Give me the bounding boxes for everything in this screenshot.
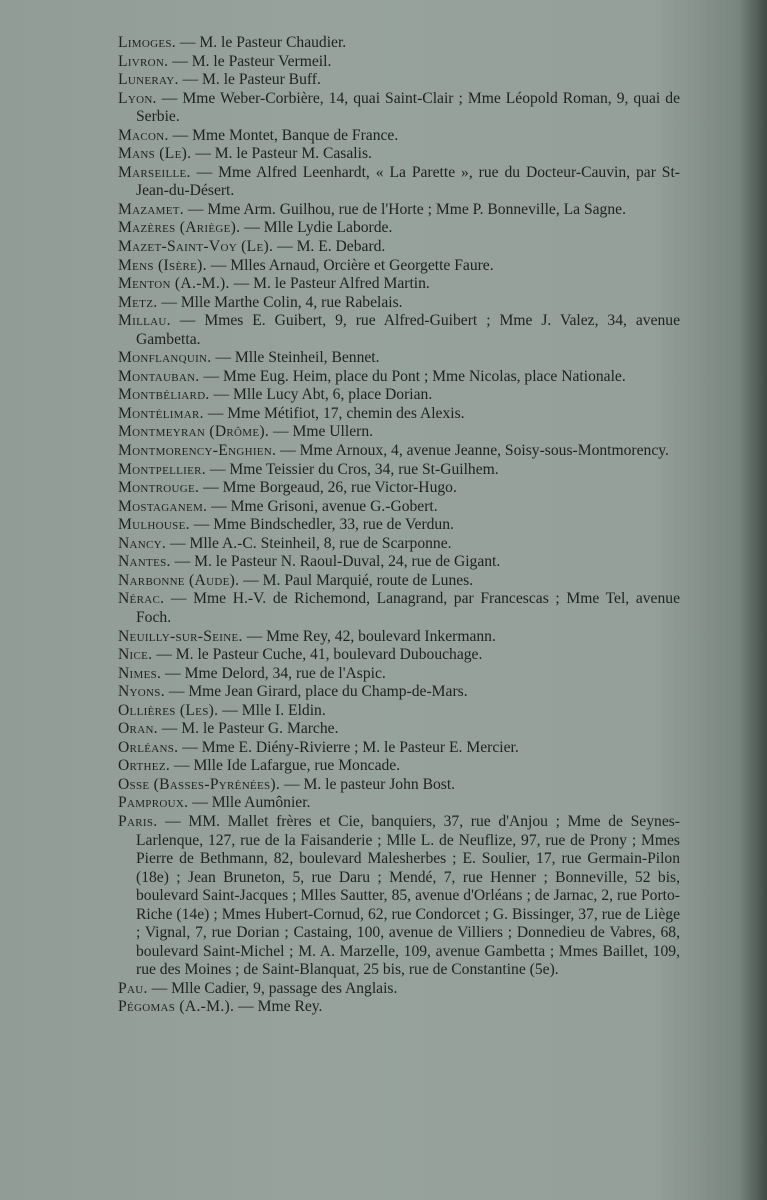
entry-city: Nyons. [118,683,165,701]
directory-entry [118,368,680,387]
entry-text: Mme E. Diény-Rivierre ; M. le Pasteur E. Mercier. [201,738,519,756]
entry-separator [243,628,266,645]
entry-separator [190,516,213,533]
entry-city: Montpellier. [118,460,206,478]
entry-separator [239,572,262,589]
entry-separator [179,71,202,88]
entry-text: Mlle Lucy Abt, 6, place Dorian. [233,386,433,404]
entry-city: Mens (Isère). [118,256,207,274]
entry-city: Montbéliard. [118,386,210,404]
entry-separator [176,34,199,51]
entry-text: M. le Pasteur Vermeil. [191,52,332,70]
entry-text: Mme Ullern. [292,423,374,441]
directory-entry [118,461,680,480]
entry-city: Nantes. [118,553,171,571]
entry-text: Mlle Ide Lafargue, rue Moncade. [193,757,401,775]
entry-separator [273,238,296,255]
entry-text: Mlle Cadier, 9, passage des Anglais. [171,979,398,997]
entry-separator [276,442,299,459]
entry-text: MM. Mallet frères et Cie, banquiers, 37, rue d'Anjou ; Mme de Seynes-Larlenque, 127, rue de la Faisanderie ; Mlle L. de Neuflize, 97, rue de Prony ; Mmes Pierre de Bethmann, 82, boulevard Malesherbes ; E. Soulier, 17, rue Germain-Pilon (18e) ; Jean Bruneton, 5, rue Daru ; Mendé, 7, rue Henner ; Bonneville, 52 bis, boulevard Saint-Jacques ; Mlles Sautter, 85, avenue d'Orléans ; de Jarnac, 2, rue Porto-Riche (14e) ; Mmes Hubert-Cornud, 62, rue Condorcet ; G. Bissinger, 37, rue de Liège ; Vignal, 7, rue Dorian ; Castaing, 100, avenue de Villiers ; Donnedieu de Vabres, 68, boulevard Saint-Michel ; M. A. Marzelle, 109, avenue Gambetta ; Mmes Baillet, 109, rue des Moines ; de Saint-Blanquat, 25 bis, rue de Constantine (5e). [136,812,681,979]
entry-city: Montmeyran (Drôme). [118,423,270,441]
entry-separator [152,646,175,663]
entry-text: M. le Pasteur M. Casalis. [214,145,372,163]
entry-city: Osse (Basses-Pyrénées). [118,775,281,793]
entry-separator [211,349,234,366]
entry-text: Mlle Marthe Colin, 4, rue Rabelais. [180,293,403,311]
entry-city: Pamproux. [118,794,189,812]
directory-entry [118,257,680,276]
entry-city: Ollières (Les). [118,701,219,719]
entry-city: Mans (Le). [118,145,192,163]
entry-city: Mostaganem. [118,497,208,515]
entry-city: Mazamet. [118,200,184,218]
entry-separator [218,702,241,719]
entry-separator [206,461,229,478]
entry-separator [171,553,194,570]
entry-city: Macon. [118,126,169,144]
entry-text: Mme Rey, 42, boulevard Inkermann. [266,627,496,645]
directory-entry [118,53,680,72]
entry-city: Limoges. [118,34,176,51]
entry-city: Pau. [118,979,148,997]
entry-text: Mme Borgeaud, 26, rue Victor-Hugo. [222,479,457,497]
entry-text: Mlle Aumônier. [211,794,311,812]
entry-city: Nimes. [118,664,162,682]
directory-entry [118,90,680,127]
entry-city: Mazet-Saint-Voy (Le). [118,238,274,256]
entry-city: Nérac. [118,590,165,608]
directory-entry [118,628,680,647]
entry-text: Mme Teissier du Cros, 34, rue St-Guilhem. [229,460,499,478]
entry-city: Montélimar. [118,404,204,422]
entry-city: Monflanquin. [118,349,212,367]
entry-city: Lyon. [118,89,157,107]
entry-text: Mlle I. Eldin. [241,701,326,719]
entry-text: Mme Weber-Corbière, 14, quai Saint-Clair ; Mme Léopold Roman, 9, quai de Serbie. [136,89,680,126]
entry-text: Mlle A.-C. Steinheil, 8, rue de Scarponne. [189,534,452,552]
directory-entry [118,646,680,665]
directory-entry [118,498,680,517]
entry-separator [269,423,292,440]
directory-entry [118,34,680,53]
entry-separator [169,127,192,144]
directory-entry [118,553,680,572]
entry-text: M. Paul Marquié, route de Lunes. [262,571,474,589]
entry-city: Nice. [118,646,153,664]
directory-entry [118,665,680,684]
entry-city: Montmorency-Enghien. [118,442,277,460]
directory-entry [118,776,680,795]
directory-entry [118,386,680,405]
entry-city: Marseille. [118,163,191,181]
entry-city: Mulhouse. [118,516,190,534]
entry-text: Mlles Arnaud, Orcière et Georgette Faure. [230,256,494,274]
entry-city: Metz. [118,293,158,311]
entry-separator [199,479,222,496]
entry-city: Montauban. [118,367,200,385]
entry-separator [161,665,184,682]
directory-entry [118,294,680,313]
entry-separator [207,257,230,274]
directory-entry [118,794,680,813]
entry-text: M. le Pasteur G. Marche. [181,720,339,738]
directory-entry [118,535,680,554]
entry-city: Menton (A.-M.). [118,275,230,293]
entry-text: Mme Alfred Leenhardt, « La Parette », rue du Docteur-Cauvin, par St-Jean-du-Désert. [136,163,680,200]
entry-text: Mmes E. Guibert, 9, rue Alfred-Guibert ; Mme J. Valez, 34, avenue Gambetta. [136,312,681,348]
directory-entry [118,516,680,535]
entry-separator [234,998,257,1015]
directory-entry [118,442,680,461]
entry-city: Mazères (Ariège). [118,219,241,237]
directory-entry [118,572,680,591]
directory-entry [118,479,680,498]
entry-text: Mme Grisoni, avenue G.-Gobert. [230,497,438,515]
entry-text: M. le Pasteur Chaudier. [199,34,347,51]
entry-text: M. le pasteur John Bost. [303,775,456,793]
directory-entry [118,201,680,220]
directory-entry [118,219,680,238]
page-spine-shadow [739,0,767,1200]
directory-entry [118,998,680,1017]
entry-city: Orléans. [118,738,179,756]
entry-separator [191,164,218,181]
directory-entry [118,145,680,164]
entry-separator [178,739,201,756]
directory-entry [118,980,680,999]
entry-city: Pégomas (A.-M.). [118,998,235,1016]
entry-city: Luneray. [118,71,179,89]
entry-separator [166,535,189,552]
directory-entry [118,275,680,294]
entry-separator [188,794,211,811]
entry-separator [164,590,193,607]
entry-text: Mlle Lydie Laborde. [263,219,393,237]
entry-city: Orthez. [118,757,171,775]
entry-text: Mme Delord, 34, rue de l'Aspic. [184,664,386,682]
entry-separator [207,498,230,515]
entry-separator [230,275,253,292]
entry-text: M. le Pasteur N. Raoul-Duval, 24, rue de Gigant. [194,553,501,571]
entry-separator [280,776,303,793]
directory-entry [118,702,680,721]
directory-entry [118,71,680,90]
directory-entry [118,683,680,702]
directory-entry [118,405,680,424]
entry-text: Mlle Steinheil, Bennet. [234,349,380,367]
directory-entry [118,127,680,146]
directory-entry [118,423,680,442]
entry-separator [240,219,263,236]
entry-separator [204,405,227,422]
entry-text: Mme Eug. Heim, place du Pont ; Mme Nicolas, place Nationale. [223,367,626,385]
directory-entry [118,590,680,627]
entry-city: Oran. [118,720,158,738]
entry-city: Montrouge. [118,479,200,497]
directory-entry [118,164,680,201]
entry-separator [168,53,191,70]
entry-text: M. le Pasteur Buff. [202,71,321,89]
entry-separator [200,368,223,385]
directory-entry [118,813,680,980]
entry-text: Mme Jean Girard, place du Champ-de-Mars. [188,683,468,701]
entry-separator [157,294,180,311]
directory-entry [118,349,680,368]
entry-separator [158,720,181,737]
directory-entry [118,238,680,257]
entry-separator [170,757,193,774]
entry-city: Millau. [118,312,171,330]
entry-city: Nancy. [118,534,167,552]
entry-city: Narbonne (Aude). [118,571,240,589]
entry-text: Mme Arnoux, 4, avenue Jeanne, Soisy-sous-Montmorency. [299,442,669,460]
entry-separator [148,980,171,997]
entry-separator [210,386,233,403]
entry-text: Mme Arm. Guilhou, rue de l'Horte ; Mme P. Bonneville, La Sagne. [207,200,626,218]
entry-text: Mme H.-V. de Richemond, Lanagrand, par Francescas ; Mme Tel, avenue Foch. [136,590,680,626]
entry-text: Mme Rey. [257,998,323,1016]
directory-entry [118,720,680,739]
entry-separator [165,683,188,700]
entry-text: M. le Pasteur Alfred Martin. [253,275,430,293]
entry-city: Livron. [118,52,169,70]
directory-entry [118,739,680,758]
directory-entry [118,312,680,349]
entry-text: Mme Bindschedler, 33, rue de Verdun. [213,516,454,534]
entry-separator [157,813,188,830]
entry-city: Paris. [118,812,158,830]
directory-entry [118,757,680,776]
entry-separator [191,145,214,162]
entry-separator [184,201,207,218]
entry-city: Neuilly-sur-Seine. [118,627,243,645]
directory-list [118,34,680,1017]
entry-separator [157,90,183,107]
entry-text: M. le Pasteur Cuche, 41, boulevard Dubouchage. [175,646,483,664]
entry-text: Mme Montet, Banque de France. [192,126,399,144]
entry-text: M. E. Debard. [296,238,386,256]
entry-text: Mme Métifiot, 17, chemin des Alexis. [227,404,465,422]
entry-separator [171,312,204,329]
